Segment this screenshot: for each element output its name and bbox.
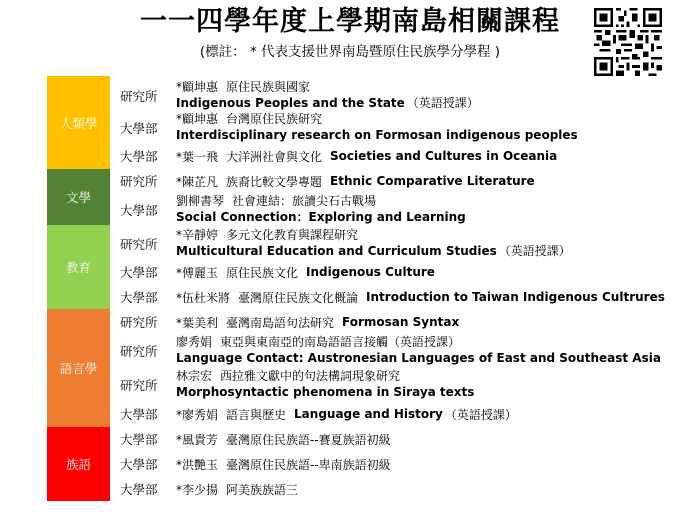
qr-code-icon: [594, 8, 662, 76]
course-title-zh: 原住民族與國家: [226, 80, 311, 94]
course-title-en: Introduction to Taiwan Indigenous Cultrures: [366, 290, 665, 304]
course-level: 研究所: [120, 315, 158, 330]
course-level: 大學部: [120, 265, 158, 280]
course-title-en: Formosan Syntax: [342, 315, 460, 329]
course-level: 大學部: [120, 149, 158, 164]
course-row: [0, 193, 700, 227]
course-tag: （英語授課）: [498, 244, 571, 258]
course-level: 研究所: [120, 89, 158, 104]
course-level: 大學部: [120, 121, 158, 136]
course-title-zh: 臺灣原住民族文化概論: [238, 290, 359, 305]
course-title-zh: 原住民族文化: [226, 265, 299, 280]
course-title-zh: 臺灣南島語句法研究: [226, 315, 335, 330]
course-title-en: Morphosyntactic phenomena in Siraya texts: [176, 385, 475, 399]
course-row: [0, 79, 700, 113]
course-level: 研究所: [120, 237, 158, 252]
course-title-zh: 台灣原住民族研究: [226, 112, 323, 126]
course-title-en: Ethnic Comparative Literature: [330, 174, 535, 188]
course-level: 大學部: [120, 407, 158, 422]
course-level: 研究所: [120, 344, 158, 359]
course-title-zh: 西拉雅文獻中的句法構詞現象研究: [220, 369, 401, 383]
course-row: [0, 111, 700, 145]
course-level: 研究所: [120, 378, 158, 393]
course-title-en: Language Contact: Austronesian Languages of East and Southeast Asia: [176, 351, 661, 365]
category-label: 教育: [65, 260, 91, 275]
course-instructor: 廖秀娟: [176, 335, 213, 349]
course-row: [0, 147, 700, 165]
course-row: [0, 313, 700, 331]
category-label: 文學: [65, 190, 91, 205]
course-title-en: Interdisciplinary research on Formosan indigenous peoples: [176, 128, 578, 142]
course-title-en: Indigenous Peoples and the State: [176, 96, 405, 110]
course-title-zh: 臺灣原住民族語--卑南族語初級: [226, 457, 391, 472]
category-label: 族語: [65, 457, 91, 472]
course-instructor: *陳芷凡: [176, 174, 219, 189]
course-row: [0, 430, 700, 448]
course-title-zh: 語言與歷史: [226, 407, 287, 422]
course-instructor: *廖秀娟: [176, 407, 219, 422]
course-title-en: Language and History: [294, 407, 443, 421]
course-instructor: *葉美利: [176, 315, 219, 330]
course-title-zh: 社會連結：旅讀尖石古戰場: [232, 194, 377, 208]
course-instructor: *洪艷玉: [176, 457, 219, 472]
course-row: [0, 227, 700, 261]
course-level: 大學部: [120, 203, 158, 218]
course-instructor: 林宗宏: [176, 369, 213, 383]
course-level: 大學部: [120, 457, 158, 472]
course-title-zh: 臺灣原住民族語--賽夏族語初級: [226, 432, 391, 447]
course-row: [0, 172, 700, 190]
course-title-zh: 族裔比較文學專題: [226, 174, 323, 189]
course-row: [0, 405, 700, 423]
course-instructor: *風貴芳: [176, 432, 219, 447]
course-title-en: Social Connection：Exploring and Learning: [176, 210, 466, 224]
category-label: 語言學: [59, 361, 98, 376]
course-title-zh: 多元文化教育與課程研究: [226, 228, 359, 242]
course-instructor: *傅麗玉: [176, 265, 219, 280]
page-subtitle: (標註： * 代表支援世界南島暨原住民族學分學程 ): [199, 44, 501, 60]
course-tag: （英語授課）: [406, 96, 479, 110]
course-instructor: *顧坤惠: [176, 112, 219, 126]
course-instructor: *辛靜婷: [176, 228, 219, 242]
course-row: [0, 334, 700, 368]
course-tag: （英語授課）: [444, 407, 517, 422]
course-row: [0, 480, 700, 498]
course-title-en: Indigenous Culture: [306, 265, 435, 279]
course-title-en: Societies and Cultures in Oceania: [330, 149, 558, 163]
course-level: 大學部: [120, 432, 158, 447]
course-row: [0, 455, 700, 473]
course-row: [0, 263, 700, 281]
category-label: 人類學: [59, 115, 98, 131]
course-title-en: Multicultural Education and Curriculum Studies: [176, 244, 497, 258]
course-level: 大學部: [120, 482, 158, 497]
page-title: 一一四學年度上學期南島相關課程: [140, 6, 560, 37]
course-instructor: *葉一飛: [176, 149, 219, 164]
course-title-zh: 東亞與東南亞的南島語語言接觸（英語授課）: [220, 335, 461, 349]
course-instructor: *伍杜米將: [176, 290, 231, 305]
course-title-zh: 阿美族族語三: [226, 482, 299, 497]
course-row: [0, 368, 700, 402]
course-instructor: 劉柳書琴: [176, 194, 225, 208]
course-row: [0, 288, 700, 306]
course-instructor: *李少揚: [176, 482, 219, 497]
course-level: 研究所: [120, 174, 158, 189]
course-instructor: *顧坤惠: [176, 80, 219, 94]
course-level: 大學部: [120, 290, 158, 305]
course-title-zh: 大洋洲社會與文化: [226, 149, 323, 164]
